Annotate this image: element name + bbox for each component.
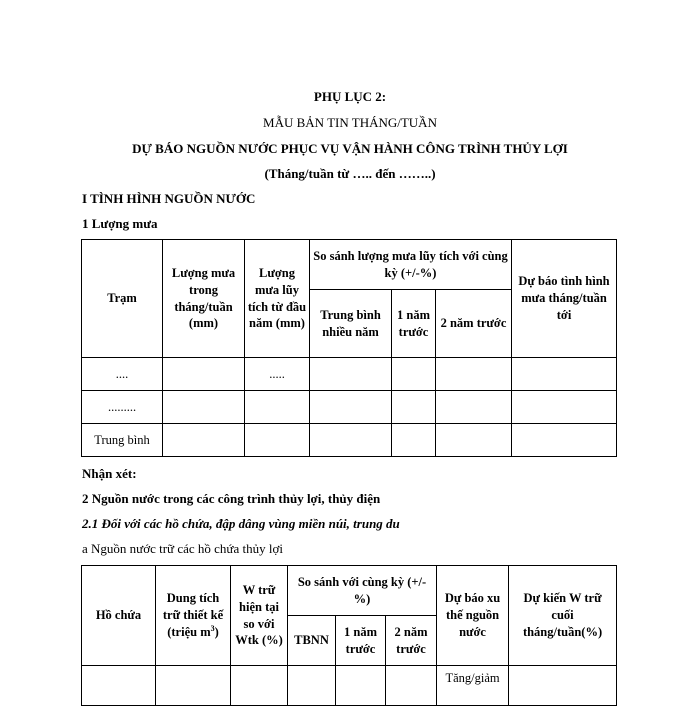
header-two-years: 2 năm trước [436, 290, 512, 358]
cell [392, 358, 436, 391]
item-a: a Nguồn nước trữ các hồ chứa thủy lợi [82, 541, 283, 556]
main-title: DỰ BÁO NGUỒN NƯỚC PHỤC VỤ VẬN HÀNH CÔNG TRÌNH THỦY LỢI [132, 141, 568, 156]
reservoir-table [81, 565, 617, 706]
cell [392, 424, 436, 457]
header-monthly-rain: Lượng mưa trong tháng/tuần (mm) [163, 240, 245, 358]
header-w-store: W trữ hiện tại so với Wtk (%) [231, 566, 288, 666]
header-two-years: 2 năm trước [386, 616, 437, 666]
header-one-year: 1 năm trước [392, 290, 436, 358]
header-expected: Dự kiến W trữ cuối tháng/tuần(%) [509, 566, 617, 666]
remark-label: Nhận xét: [82, 466, 137, 481]
cell [163, 358, 245, 391]
cell [163, 424, 245, 457]
table-row [82, 391, 617, 424]
cell [436, 358, 512, 391]
row-station: .... [82, 358, 163, 391]
header-cumulative-rain: Lượng mưa lũy tích từ đầu năm (mm) [245, 240, 310, 358]
cell [310, 391, 392, 424]
form-title: MẪU BẢN TIN THÁNG/TUẦN [263, 115, 437, 130]
row-station: Trung bình [82, 424, 163, 457]
cell [245, 424, 310, 457]
header-station: Trạm [82, 240, 163, 358]
header-compare: So sánh lượng mưa lũy tích với cùng kỳ (+/-%) [310, 240, 512, 290]
header-tbnn: TBNN [288, 616, 336, 666]
rainfall-table [81, 239, 617, 457]
header-trend: Dự báo xu thế nguồn nước [437, 566, 509, 666]
subsection-rainfall: 1 Lượng mưa [82, 216, 158, 231]
row-station: ......... [82, 391, 163, 424]
table-row [82, 358, 617, 391]
header-compare: So sánh với cùng kỳ (+/-%) [288, 566, 437, 616]
cell [512, 358, 617, 391]
header-one-year: 1 năm trước [336, 616, 386, 666]
cell [512, 424, 617, 457]
cell [163, 391, 245, 424]
row-trend: Tăng/giảm [437, 666, 509, 706]
cell [436, 391, 512, 424]
header-reservoir: Hồ chứa [82, 566, 156, 666]
section-1-title: I TÌNH HÌNH NGUỒN NƯỚC [82, 191, 256, 206]
cell [512, 391, 617, 424]
header-capacity: Dung tích trữ thiết kế (triệu $m^3$) [156, 566, 231, 666]
cell [392, 391, 436, 424]
header-forecast: Dự báo tình hình mưa tháng/tuần tới [512, 240, 617, 358]
period-line: (Tháng/tuần từ ….. đến ……..) [264, 166, 436, 181]
cell [310, 358, 392, 391]
cell [310, 424, 392, 457]
table-row [82, 424, 617, 457]
row-cumulative: ..... [245, 358, 310, 391]
cell [245, 391, 310, 424]
section-2-title: 2 Nguồn nước trong các công trình thủy lợi, thủy điện [82, 491, 381, 506]
cell [436, 424, 512, 457]
header-avg-years: Trung bình nhiều năm [310, 290, 392, 358]
subsection-2-1: 2.1 Đối với các hồ chứa, đập dâng vùng miền núi, trung du [82, 516, 400, 531]
appendix-label: PHỤ LỤC 2: [313, 89, 387, 104]
